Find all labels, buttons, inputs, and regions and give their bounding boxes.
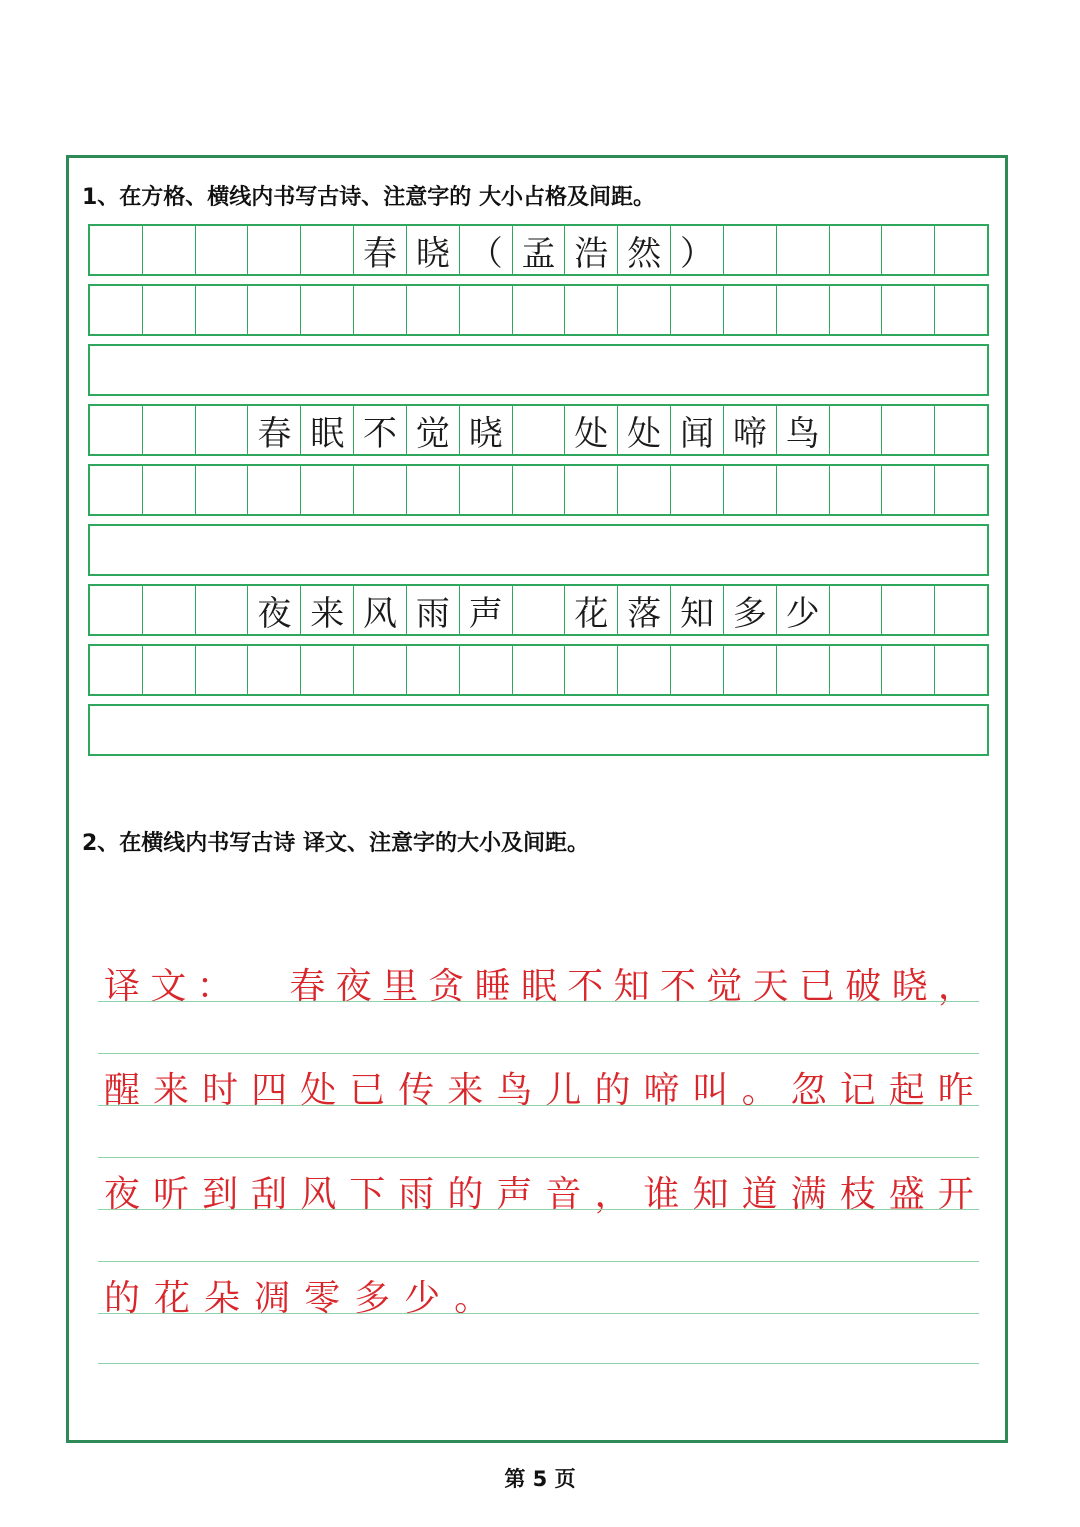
ruled-line bbox=[98, 1261, 979, 1262]
instruction-2: 2、在横线内书写古诗 译文、注意字的大小及间距。 bbox=[82, 831, 589, 856]
translation-char: 叫 bbox=[692, 1070, 729, 1111]
grid-cell[interactable] bbox=[196, 406, 249, 454]
grid-cell[interactable] bbox=[513, 586, 566, 634]
grid-cell[interactable] bbox=[90, 646, 143, 694]
translation-char: 零 bbox=[304, 1278, 341, 1319]
grid-cell[interactable] bbox=[565, 286, 618, 334]
grid-cell[interactable] bbox=[354, 286, 407, 334]
grid-cell[interactable] bbox=[196, 226, 249, 274]
translation-char: 觉 bbox=[706, 966, 743, 1007]
grid-cell[interactable] bbox=[935, 466, 987, 514]
character-grid-row bbox=[88, 584, 989, 636]
grid-cell[interactable] bbox=[407, 466, 460, 514]
translation-char: 文 bbox=[150, 966, 187, 1007]
grid-cell[interactable] bbox=[460, 286, 513, 334]
translation-char: 已 bbox=[349, 1070, 386, 1111]
grid-cell[interactable] bbox=[460, 466, 513, 514]
grid-cell[interactable]: 夜 bbox=[248, 586, 301, 634]
grid-cell[interactable] bbox=[830, 226, 883, 274]
translation-char: 不 bbox=[567, 966, 604, 1007]
grid-cell[interactable] bbox=[618, 646, 671, 694]
grid-cell[interactable] bbox=[407, 646, 460, 694]
translation-char: 朵 bbox=[204, 1278, 241, 1319]
translation-char: ， bbox=[594, 1174, 631, 1215]
translation-char: 四 bbox=[251, 1070, 288, 1111]
translation-char: 已 bbox=[798, 966, 835, 1007]
translation-char: 鸟 bbox=[496, 1070, 533, 1111]
grid-cell[interactable] bbox=[830, 586, 883, 634]
grid-cell[interactable] bbox=[407, 286, 460, 334]
translation-char: 少 bbox=[404, 1278, 441, 1319]
translation-char: 道 bbox=[741, 1174, 778, 1215]
grid-cell[interactable]: 处 bbox=[565, 406, 618, 454]
grid-cell[interactable] bbox=[777, 646, 830, 694]
translation-char: ： bbox=[196, 966, 233, 1007]
grid-cell[interactable] bbox=[830, 286, 883, 334]
character-grid-row bbox=[88, 224, 989, 276]
translation-char: 盛 bbox=[888, 1174, 925, 1215]
grid-cell[interactable] bbox=[777, 226, 830, 274]
translation-char: 刮 bbox=[251, 1174, 288, 1215]
translation-char: 儿 bbox=[545, 1070, 582, 1111]
grid-cell[interactable]: 啼 bbox=[724, 406, 777, 454]
translation-char: 记 bbox=[839, 1070, 876, 1111]
translation-char: 昨 bbox=[937, 1070, 974, 1111]
translation-char: 起 bbox=[888, 1070, 925, 1111]
grid-cell[interactable]: 多 bbox=[724, 586, 777, 634]
grid-cell[interactable]: 来 bbox=[301, 586, 354, 634]
grid-cell[interactable] bbox=[301, 466, 354, 514]
grid-cell[interactable] bbox=[777, 466, 830, 514]
translation-char: 时 bbox=[202, 1070, 239, 1111]
grid-cell[interactable] bbox=[724, 646, 777, 694]
translation-char: 声 bbox=[496, 1174, 533, 1215]
character-grid-row bbox=[88, 284, 989, 336]
grid-cell[interactable]: 少 bbox=[777, 586, 830, 634]
grid-cell[interactable] bbox=[143, 286, 196, 334]
grid-cell[interactable] bbox=[618, 466, 671, 514]
grid-cell[interactable] bbox=[935, 226, 987, 274]
grid-cell[interactable] bbox=[248, 226, 301, 274]
grid-cell[interactable] bbox=[513, 406, 566, 454]
grid-cell[interactable] bbox=[882, 466, 935, 514]
grid-cell[interactable] bbox=[671, 646, 724, 694]
translation-char: 谁 bbox=[643, 1174, 680, 1215]
grid-cell[interactable]: 雨 bbox=[407, 586, 460, 634]
grid-cell[interactable] bbox=[301, 646, 354, 694]
grid-cell[interactable]: 闻 bbox=[671, 406, 724, 454]
grid-cell[interactable] bbox=[90, 286, 143, 334]
translation-char: 里 bbox=[381, 966, 418, 1007]
translation-char: 开 bbox=[937, 1174, 974, 1215]
translation-char: 。 bbox=[454, 1278, 491, 1319]
grid-cell[interactable] bbox=[143, 586, 196, 634]
ruled-line bbox=[98, 1313, 979, 1314]
grid-cell[interactable] bbox=[565, 646, 618, 694]
grid-cell[interactable] bbox=[882, 646, 935, 694]
grid-cell[interactable] bbox=[830, 466, 883, 514]
grid-cell[interactable]: 然 bbox=[618, 226, 671, 274]
grid-cell[interactable]: 浩 bbox=[565, 226, 618, 274]
grid-cell[interactable]: 落 bbox=[618, 586, 671, 634]
character-grid-row bbox=[88, 404, 989, 456]
grid-cell[interactable] bbox=[830, 646, 883, 694]
grid-cell[interactable] bbox=[513, 466, 566, 514]
grid-cell[interactable] bbox=[882, 226, 935, 274]
translation-char: 不 bbox=[659, 966, 696, 1007]
grid-cell[interactable] bbox=[143, 466, 196, 514]
translation-char: 音 bbox=[545, 1174, 582, 1215]
grid-cell[interactable]: 晓 bbox=[460, 406, 513, 454]
grid-cell[interactable] bbox=[671, 286, 724, 334]
grid-cell[interactable] bbox=[143, 406, 196, 454]
translation-char: 忽 bbox=[790, 1070, 827, 1111]
translation-char: 贪 bbox=[428, 966, 465, 1007]
ruled-line bbox=[98, 1105, 979, 1106]
grid-cell[interactable] bbox=[90, 406, 143, 454]
grid-cell[interactable]: 春 bbox=[354, 226, 407, 274]
translation-char: 花 bbox=[154, 1278, 191, 1319]
translation-char: 多 bbox=[354, 1278, 391, 1319]
translation-char: 来 bbox=[153, 1070, 190, 1111]
instruction-1: 1、在方格、横线内书写古诗、注意字的 大小占格及间距。 bbox=[82, 185, 655, 210]
grid-cell[interactable]: 眠 bbox=[301, 406, 354, 454]
grid-cell[interactable] bbox=[724, 226, 777, 274]
grid-cell[interactable]: （ bbox=[460, 226, 513, 274]
grid-cell[interactable] bbox=[196, 586, 249, 634]
grid-cell[interactable] bbox=[882, 286, 935, 334]
translation-char: 下 bbox=[349, 1174, 386, 1215]
translation-char: 。 bbox=[741, 1070, 778, 1111]
translation-char: 醒 bbox=[104, 1070, 141, 1111]
translation-char: 听 bbox=[153, 1174, 190, 1215]
grid-cell[interactable]: 风 bbox=[354, 586, 407, 634]
grid-cell[interactable] bbox=[724, 466, 777, 514]
grid-cell[interactable] bbox=[196, 646, 249, 694]
translation-char: 传 bbox=[398, 1070, 435, 1111]
grid-cell[interactable] bbox=[248, 286, 301, 334]
ruled-line bbox=[98, 1157, 979, 1158]
translation-char: 睡 bbox=[474, 966, 511, 1007]
grid-cell[interactable]: 知 bbox=[671, 586, 724, 634]
grid-cell[interactable] bbox=[830, 406, 883, 454]
translation-char: 破 bbox=[845, 966, 882, 1007]
translation-char: 满 bbox=[790, 1174, 827, 1215]
translation-char: 夜 bbox=[104, 1174, 141, 1215]
page-number: 第 5 页 bbox=[504, 1467, 576, 1491]
ruled-line bbox=[98, 1209, 979, 1210]
translation-char: 知 bbox=[613, 966, 650, 1007]
grid-cell[interactable] bbox=[513, 646, 566, 694]
translation-char: 来 bbox=[447, 1070, 484, 1111]
translation-char: 雨 bbox=[398, 1174, 435, 1215]
grid-cell[interactable] bbox=[301, 226, 354, 274]
translation-char: 晓 bbox=[891, 966, 928, 1007]
grid-cell[interactable] bbox=[618, 286, 671, 334]
ruled-line bbox=[98, 1001, 979, 1002]
grid-cell[interactable] bbox=[196, 286, 249, 334]
grid-cell[interactable]: 春 bbox=[248, 406, 301, 454]
grid-cell[interactable] bbox=[777, 286, 830, 334]
writing-line-box[interactable] bbox=[88, 344, 989, 396]
translation-char: 译 bbox=[104, 966, 141, 1007]
translation-char: 枝 bbox=[839, 1174, 876, 1215]
grid-cell[interactable] bbox=[882, 406, 935, 454]
grid-cell[interactable] bbox=[143, 226, 196, 274]
grid-cell[interactable] bbox=[671, 466, 724, 514]
grid-cell[interactable]: 不 bbox=[354, 406, 407, 454]
grid-cell[interactable]: 花 bbox=[565, 586, 618, 634]
writing-line-box[interactable] bbox=[88, 704, 989, 756]
grid-cell[interactable] bbox=[935, 586, 987, 634]
character-grid-row bbox=[88, 644, 989, 696]
writing-line-box[interactable] bbox=[88, 524, 989, 576]
ruled-line bbox=[98, 1053, 979, 1054]
grid-cell[interactable] bbox=[196, 466, 249, 514]
grid-cell[interactable]: 声 bbox=[460, 586, 513, 634]
grid-cell[interactable]: 鸟 bbox=[777, 406, 830, 454]
grid-cell[interactable] bbox=[882, 586, 935, 634]
grid-cell[interactable] bbox=[935, 286, 987, 334]
grid-cell[interactable] bbox=[248, 466, 301, 514]
grid-cell[interactable]: 晓 bbox=[407, 226, 460, 274]
grid-cell[interactable] bbox=[724, 286, 777, 334]
grid-cell[interactable] bbox=[354, 466, 407, 514]
grid-cell[interactable] bbox=[90, 586, 143, 634]
grid-cell[interactable] bbox=[90, 466, 143, 514]
translation-char: 凋 bbox=[254, 1278, 291, 1319]
translation-char: 的 bbox=[594, 1070, 631, 1111]
grid-cell[interactable] bbox=[460, 646, 513, 694]
grid-cell[interactable] bbox=[935, 646, 987, 694]
grid-cell[interactable]: 孟 bbox=[513, 226, 566, 274]
translation-char: 的 bbox=[104, 1278, 141, 1319]
grid-cell[interactable]: 觉 bbox=[407, 406, 460, 454]
translation-char: 夜 bbox=[335, 966, 372, 1007]
grid-cell[interactable] bbox=[301, 286, 354, 334]
grid-cell[interactable] bbox=[513, 286, 566, 334]
ruled-line bbox=[98, 1363, 979, 1364]
grid-cell[interactable]: ） bbox=[671, 226, 724, 274]
grid-cell[interactable] bbox=[143, 646, 196, 694]
translation-char: ， bbox=[937, 966, 974, 1007]
translation-char: 知 bbox=[692, 1174, 729, 1215]
grid-cell[interactable] bbox=[248, 646, 301, 694]
grid-cell[interactable] bbox=[935, 406, 987, 454]
translation-char: 啼 bbox=[643, 1070, 680, 1111]
character-grid-row bbox=[88, 464, 989, 516]
translation-char: 眠 bbox=[520, 966, 557, 1007]
translation-char: 到 bbox=[202, 1174, 239, 1215]
translation-char: 处 bbox=[300, 1070, 337, 1111]
translation-char: 风 bbox=[300, 1174, 337, 1215]
translation-char: 的 bbox=[447, 1174, 484, 1215]
translation-char: 天 bbox=[752, 966, 789, 1007]
grid-cell[interactable] bbox=[565, 466, 618, 514]
translation-char: 春 bbox=[289, 966, 326, 1007]
grid-cell[interactable] bbox=[90, 226, 143, 274]
grid-cell[interactable] bbox=[354, 646, 407, 694]
grid-cell[interactable]: 处 bbox=[618, 406, 671, 454]
